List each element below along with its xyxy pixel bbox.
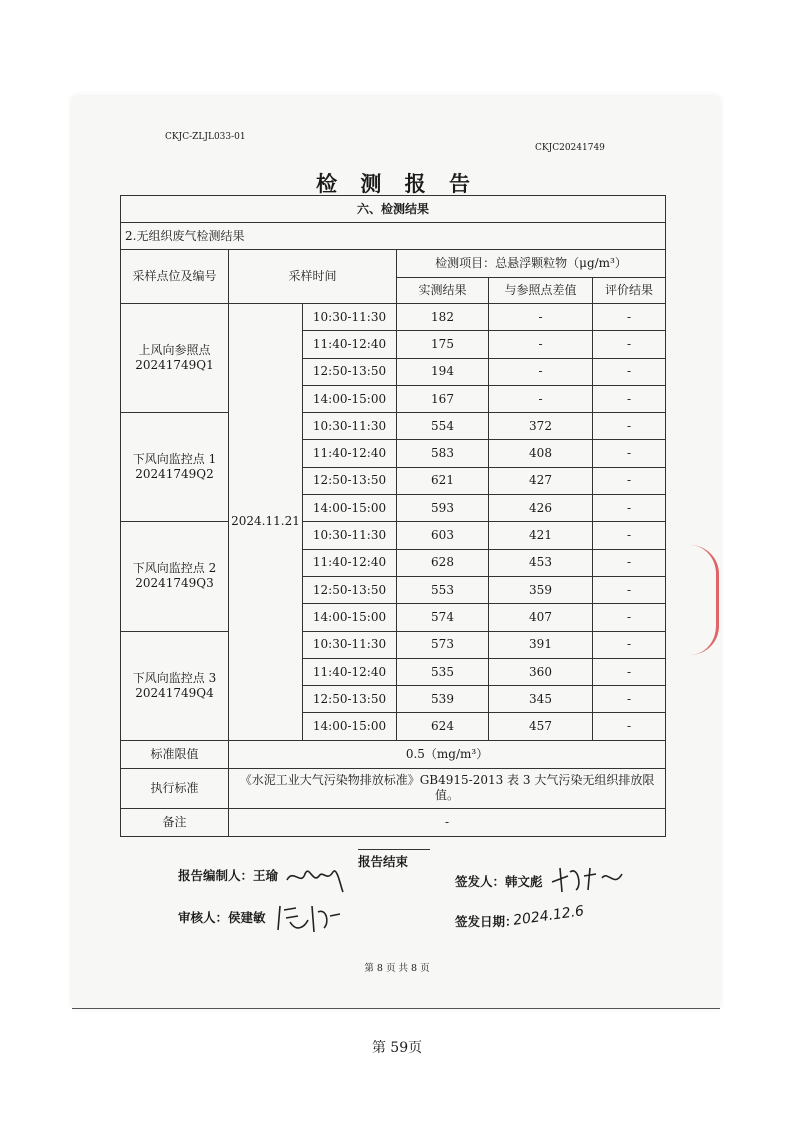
- cell-diff: 457: [489, 713, 593, 740]
- cell-time: 10:30-11:30: [303, 631, 397, 658]
- cell-time: 14:00-15:00: [303, 495, 397, 522]
- cell-eval: -: [593, 522, 666, 549]
- cell-measured: 603: [397, 522, 489, 549]
- cell-eval: -: [593, 713, 666, 740]
- cell-time: 12:50-13:50: [303, 358, 397, 385]
- limit-label: 标准限值: [121, 740, 229, 768]
- cell-measured: 535: [397, 658, 489, 685]
- site-code: 20241749Q3: [135, 576, 214, 591]
- report-number: CKJC20241749: [535, 143, 605, 153]
- cell-time: 14:00-15:00: [303, 713, 397, 740]
- site-code: 20241749Q1: [135, 358, 214, 373]
- cell-diff: -: [489, 304, 593, 331]
- cell-diff: 408: [489, 440, 593, 467]
- table-row: [121, 631, 666, 658]
- sample-date: 2024.11.21: [229, 304, 303, 741]
- cell-time: 11:40-12:40: [303, 331, 397, 358]
- issuer-signature: [548, 862, 628, 898]
- cell-time: 10:30-11:30: [303, 522, 397, 549]
- cell-eval: -: [593, 440, 666, 467]
- cell-measured: 182: [397, 304, 489, 331]
- column-item: 检测项目：总悬浮颗粒物（μg/m³）: [397, 250, 666, 278]
- issue-date-handwritten: 2024.12.6: [512, 903, 586, 929]
- cell-diff: 345: [489, 686, 593, 713]
- cell-measured: 621: [397, 467, 489, 494]
- column-site: 采样点位及编号: [121, 250, 229, 304]
- reviewer-signature: [274, 898, 344, 938]
- cell-measured: 539: [397, 686, 489, 713]
- cell-eval: -: [593, 658, 666, 685]
- red-seal-fragment: [690, 545, 719, 655]
- cell-diff: -: [489, 358, 593, 385]
- cell-diff: 421: [489, 522, 593, 549]
- site-cell: [121, 631, 229, 740]
- cell-time: 10:30-11:30: [303, 304, 397, 331]
- document-title: 检 测 报 告: [316, 171, 478, 196]
- cell-diff: 359: [489, 576, 593, 603]
- issue-date-label: 签发日期：: [455, 914, 518, 929]
- site-cell: [121, 522, 229, 631]
- cell-time: 11:40-12:40: [303, 440, 397, 467]
- cell-diff: 453: [489, 549, 593, 576]
- reviewer: 审核人：侯建敏: [178, 910, 266, 925]
- site-name: 下风向监控点 3: [132, 670, 217, 685]
- cell-measured: 593: [397, 495, 489, 522]
- column-diff: 与参照点差值: [489, 278, 593, 304]
- table-row: [121, 522, 666, 549]
- cell-measured: 624: [397, 713, 489, 740]
- section-title: 六、检测结果: [121, 196, 666, 223]
- column-eval: 评价结果: [593, 278, 666, 304]
- cell-diff: 372: [489, 413, 593, 440]
- site-name: 上风向参照点: [138, 343, 211, 358]
- standard-label: 执行标准: [121, 768, 229, 808]
- form-code: CKJC-ZLJL033-01: [165, 132, 246, 142]
- cell-time: 12:50-13:50: [303, 467, 397, 494]
- column-time: 采样时间: [229, 250, 397, 304]
- end-of-report: 报告结束: [358, 854, 409, 869]
- cell-diff: 407: [489, 604, 593, 631]
- cell-diff: -: [489, 331, 593, 358]
- cell-measured: 574: [397, 604, 489, 631]
- cell-eval: -: [593, 385, 666, 412]
- cell-time: 11:40-12:40: [303, 549, 397, 576]
- remark-value: -: [229, 808, 666, 836]
- cell-eval: -: [593, 358, 666, 385]
- cell-eval: -: [593, 549, 666, 576]
- site-code: 20241749Q4: [135, 685, 214, 700]
- cell-diff: 427: [489, 467, 593, 494]
- cell-time: 12:50-13:50: [303, 686, 397, 713]
- cell-time: 14:00-15:00: [303, 604, 397, 631]
- remark-label: 备注: [121, 808, 229, 836]
- cell-eval: -: [593, 604, 666, 631]
- limit-value: 0.5（mg/m³）: [229, 740, 666, 768]
- footer-page-number: 第 59页: [371, 1040, 423, 1056]
- cell-eval: -: [593, 686, 666, 713]
- cell-eval: -: [593, 304, 666, 331]
- cell-measured: 553: [397, 576, 489, 603]
- cell-measured: 194: [397, 358, 489, 385]
- standard-value: 《水泥工业大气污染物排放标准》GB4915-2013 表 3 大气污染无组织排放限值。: [229, 768, 666, 808]
- cell-measured: 167: [397, 385, 489, 412]
- cell-measured: 573: [397, 631, 489, 658]
- issuer: 签发人：韩文彪: [455, 874, 543, 889]
- cell-time: 11:40-12:40: [303, 658, 397, 685]
- cell-diff: 360: [489, 658, 593, 685]
- site-cell: [121, 413, 229, 522]
- table-row: [121, 413, 666, 440]
- cell-diff: 391: [489, 631, 593, 658]
- cell-measured: 175: [397, 331, 489, 358]
- cell-diff: -: [489, 385, 593, 412]
- report-editor: 报告编制人：王瑜: [178, 868, 279, 883]
- cell-eval: -: [593, 576, 666, 603]
- cell-measured: 554: [397, 413, 489, 440]
- cell-measured: 628: [397, 549, 489, 576]
- editor-signature: [283, 858, 353, 894]
- table-row: [121, 304, 666, 331]
- cell-eval: -: [593, 331, 666, 358]
- cell-eval: -: [593, 631, 666, 658]
- results-table: [120, 195, 666, 837]
- page-info: 第 8 页 共 8 页: [364, 963, 430, 974]
- site-name: 下风向监控点 2: [132, 561, 217, 576]
- cell-diff: 426: [489, 495, 593, 522]
- cell-eval: -: [593, 495, 666, 522]
- cell-time: 14:00-15:00: [303, 385, 397, 412]
- site-code: 20241749Q2: [135, 467, 214, 482]
- cell-time: 12:50-13:50: [303, 576, 397, 603]
- cell-eval: -: [593, 413, 666, 440]
- cell-time: 10:30-11:30: [303, 413, 397, 440]
- cell-measured: 583: [397, 440, 489, 467]
- subsection-title: 2.无组织废气检测结果: [121, 223, 666, 250]
- cell-eval: -: [593, 467, 666, 494]
- page-divider: [72, 1008, 720, 1009]
- site-cell: [121, 304, 229, 413]
- site-name: 下风向监控点 1: [132, 452, 217, 467]
- column-measured: 实测结果: [397, 278, 489, 304]
